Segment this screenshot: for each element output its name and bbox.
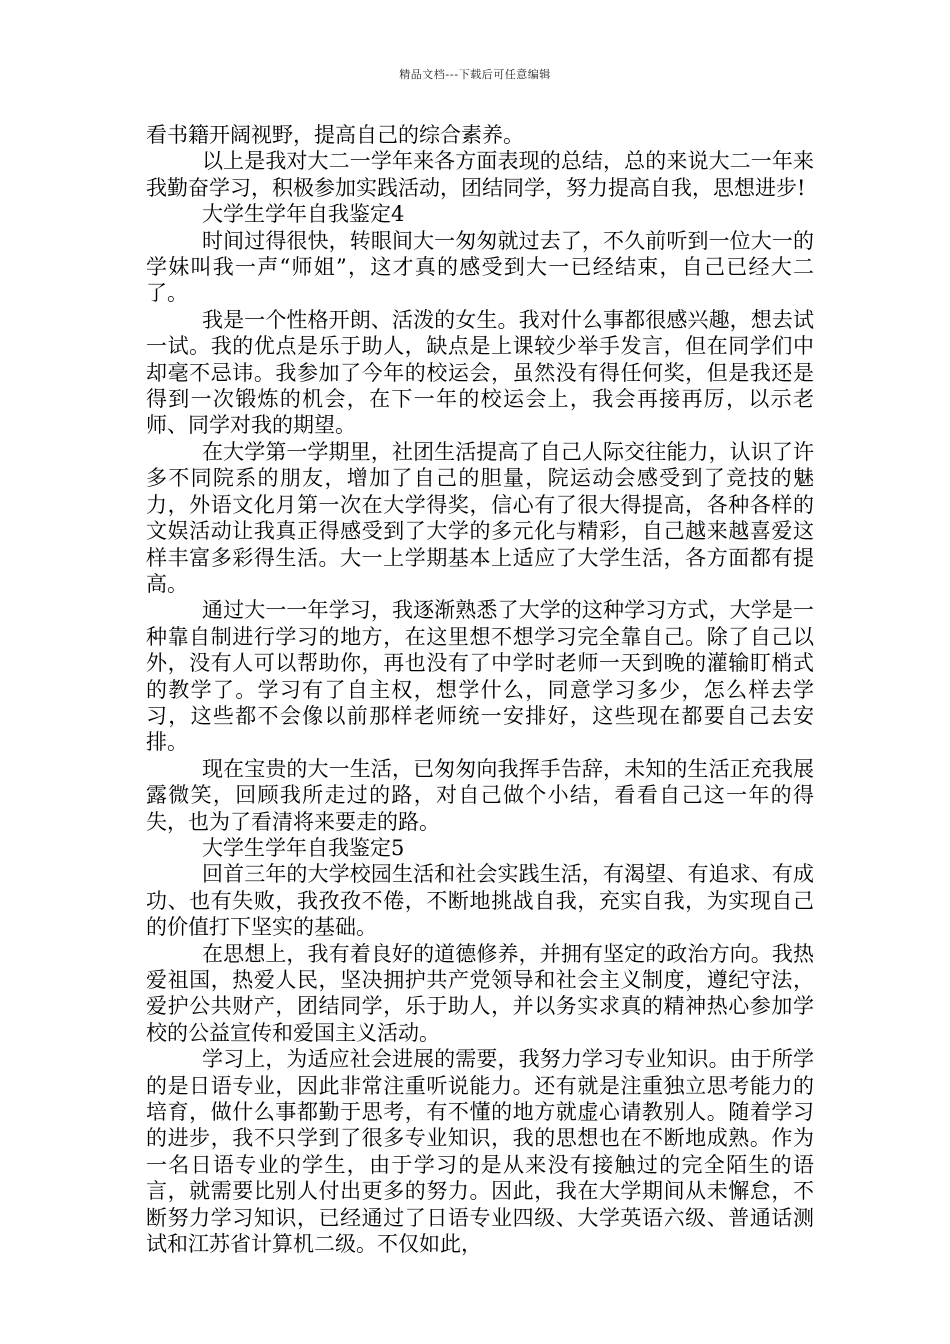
paragraph: 现在宝贵的大一生活，已匆匆向我挥手告辞，未知的生活正充我展露微笑，回顾我所走过的路，对自己做个小结，看看自己这一年的得失，也为了看清将来要走的路。	[146, 756, 814, 834]
section-heading: 大学生学年自我鉴定5	[202, 835, 405, 860]
paragraph: 以上是我对大二一学年来各方面表现的总结，总的来说大二一年来我勤奋学习，积极参加实践活动，团结同学，努力提高自我，思想进步!	[146, 149, 814, 200]
paragraph: 在思想上，我有着良好的道德修养，并拥有坚定的政治方向。我热爱祖国，热爱人民，坚决拥护共产党领导和社会主义制度，遵纪守法，爱护公共财产，团结同学，乐于助人，并以务实求真的精神热心参加学校的公益宣传和爱国主义活动。	[146, 941, 814, 1045]
paragraph: 通过大一一年学习，我逐渐熟悉了大学的这种学习方式，大学是一种靠自制进行学习的地方，在这里想不想学习完全靠自己。除了自己以外，没有人可以帮助你，再也没有了中学时老师一天到晚的灌输盯梢式的教学了。学习有了自主权，想学什么，同意学习多少，怎么样去学习，这些都不会像以前那样老师统一安排好，这些现在都要自己去安排。	[146, 598, 814, 755]
paragraph: 学习上，为适应社会进展的需要，我努力学习专业知识。由于所学的是日语专业，因此非常注重听说能力。还有就是注重独立思考能力的培育，做什么事都勤于思考，有不懂的地方就虚心请教别人。随着学习的进步，我不只学到了很多专业知识，我的思想也在不断地成熟。作为一名日语专业的学生，由于学习的是从来没有接触过的完全陌生的语言，就需要比别人付出更多的努力。因此，我在大学期间从未懈怠，不断努力学习知识，已经通过了日语专业四级、大学英语六级、普通话测试和江苏省计算机二级。不仅如此，	[146, 1047, 814, 1257]
paragraph: 我是一个性格开朗、活泼的女生。我对什么事都很感兴趣，想去试一试。我的优点是乐于助人，缺点是上课较少举手发言，但在同学们中却毫不忌讳。我参加了今年的校运会，虽然没有得任何奖，但是我还是得到一次锻炼的机会，在下一年的校运会上，我会再接再厉，以示老师、同学对我的期望。	[146, 307, 814, 438]
paragraph: 时间过得很快，转眼间大一匆匆就过去了，不久前听到一位大一的学妹叫我一声“师姐”，这才真的感受到大一已经结束，自己已经大二了。	[146, 228, 814, 306]
paragraph: 回首三年的大学校园生活和社会实践生活，有渴望、有追求、有成功、也有失败，我孜孜不倦，不断地挑战自我，充实自我，为实现自己的价值打下坚实的基础。	[146, 862, 814, 940]
paragraph-continuation: 看书籍开阔视野，提高自己的综合素养。	[146, 123, 524, 147]
paragraph: 在大学第一学期里，社团生活提高了自己人际交往能力，认识了许多不同院系的朋友，增加了自己的胆量，院运动会感受到了竞技的魅力，外语文化月第一次在大学得奖，信心有了很大得提高，各种各样的文娱活动让我真正得感受到了大学的多元化与精彩，自己越来越喜爱这样丰富多彩得生活。大一上学期基本上适应了大学生活，各方面都有提高。	[146, 439, 814, 596]
page-header: 精品文档---下载后可任意编辑	[399, 68, 551, 81]
section-heading: 大学生学年自我鉴定4	[202, 202, 405, 227]
document-body	[146, 122, 814, 1257]
